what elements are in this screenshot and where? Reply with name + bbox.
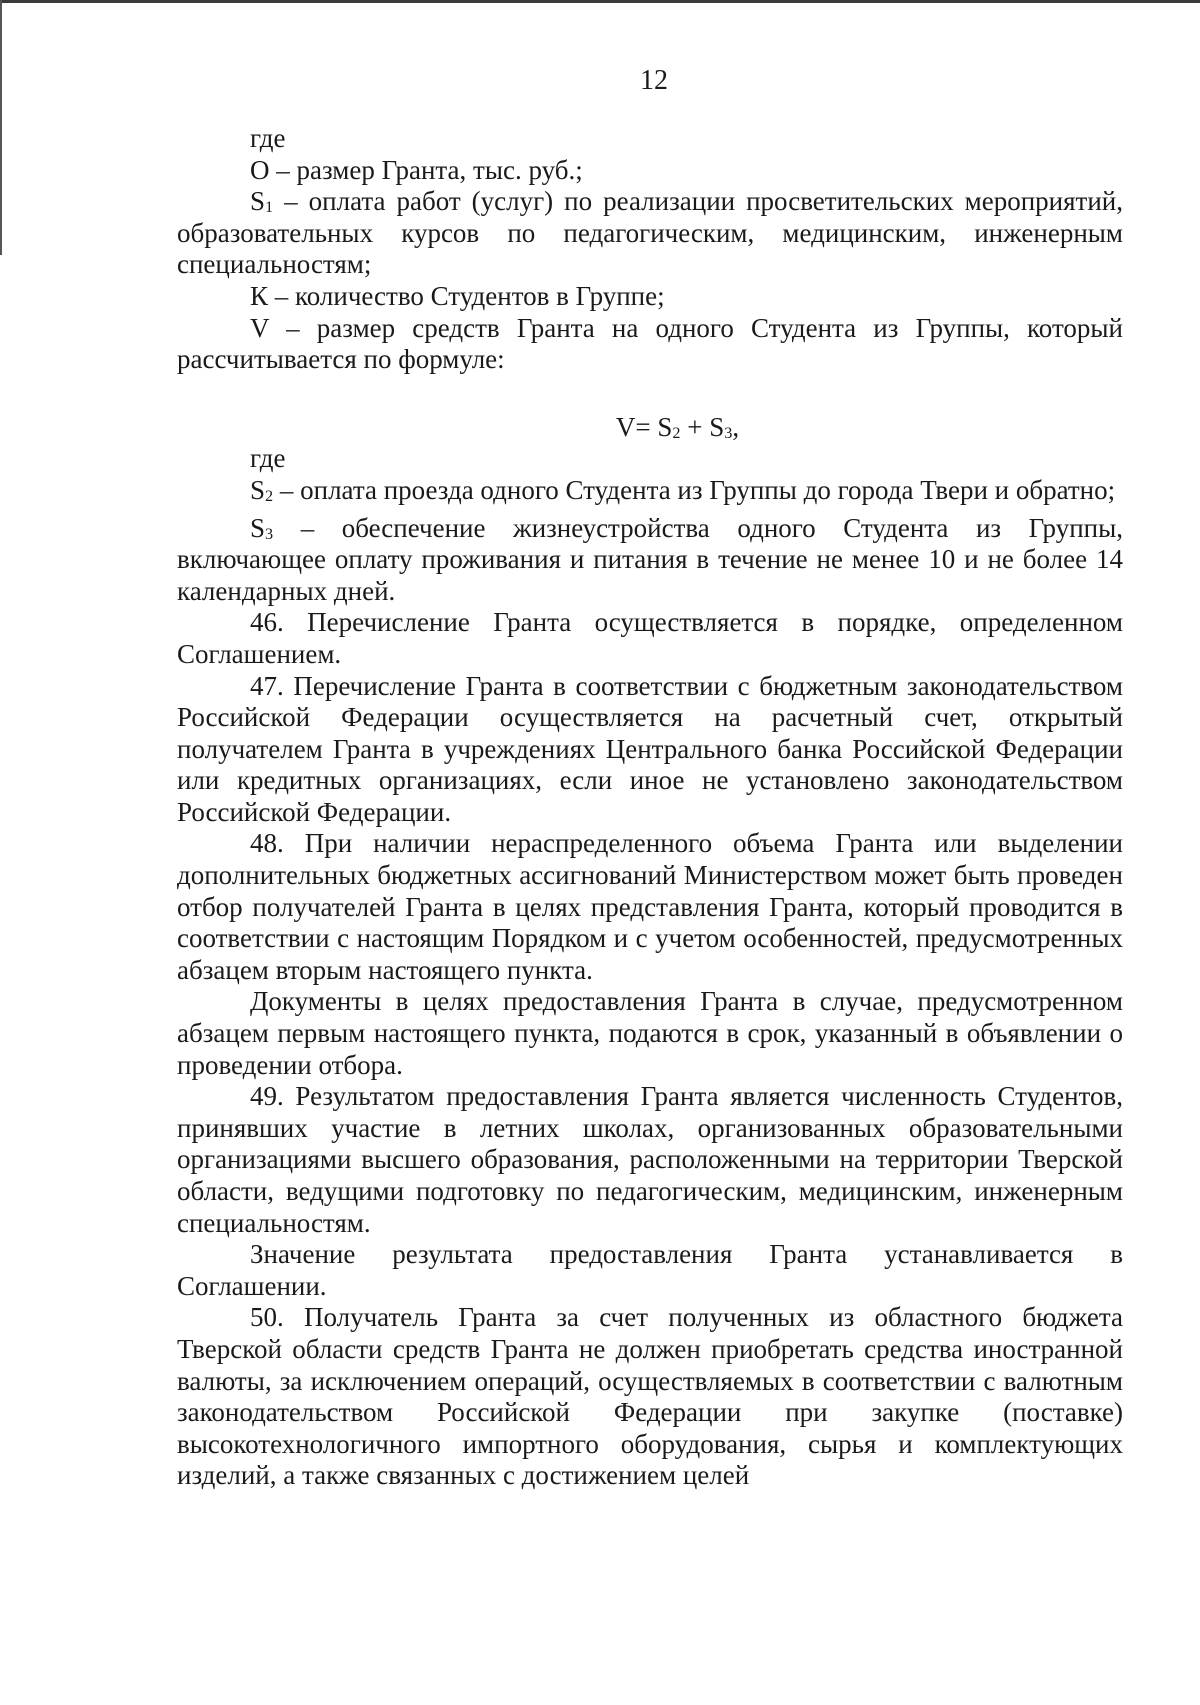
paragraph-46: 46. Перечисление Гранта осуществляется в порядке, определенном Соглашением. — [177, 607, 1123, 669]
definition-k: К – количество Студентов в Группе; — [250, 280, 665, 311]
scan-edge-top — [0, 0, 1200, 3]
paragraph-49-part-2: Значение результата предоставления Гранта устанавливается в Соглашении. — [177, 1239, 1123, 1301]
formula-comma: , — [732, 411, 740, 442]
formula-s3-subscript: 3 — [724, 423, 733, 442]
s3-text: – обеспечение жизнеустройства одного Студента из Группы, включающее оплату проживания и питания в течение не менее 10 и не более 14 календарных дней. — [177, 512, 1123, 606]
s1-text: – оплата работ (услуг) по реализации просветительских мероприятий, образовательных курсов по педагогическим, медицинским, инженерным специальностям; — [177, 186, 1123, 280]
document-body — [177, 123, 1123, 1492]
definition-s2 — [177, 475, 1123, 507]
definition-v: V – размер средств Гранта на одного Студента из Группы, который рассчитывается по формуле: — [177, 312, 1123, 375]
formula-lhs: V= S — [615, 411, 673, 442]
where-label-1: где — [250, 123, 286, 153]
where-label-2: где — [250, 443, 286, 474]
definition-s1 — [177, 186, 1123, 281]
formula-v — [177, 412, 1123, 444]
definition-o: О – размер Гранта, тыс. руб.; — [250, 154, 583, 185]
s3-subscript: 3 — [265, 524, 274, 543]
s1-subscript: 1 — [265, 198, 274, 217]
paragraph-50: 50. Получатель Гранта за счет полученных из областного бюджета Тверской области средств Гранта не должен приобретать средства иностранной валюты, за исключением операций, осуществляемых в соответствии с валютным законодательством Российской Федерации при закупке (поставке) высокотехнологичного импортного оборудования, сырья и комплектующих изделий, а также связанных с достижением целей — [177, 1302, 1123, 1491]
paragraph-49: 49. Результатом предоставления Гранта является численность Студентов, принявших участие в летних школах, организованных образовательными организациями высшего образования, расположенными на территории Тверской области, ведущими подготовку по педагогическим, медицинским, инженерным специальностям. — [177, 1081, 1123, 1238]
formula-s2-subscript: 2 — [672, 423, 681, 442]
formula-plus: + S — [680, 411, 725, 442]
s2-text: – оплата проезда одного Студента из Группы до города Твери и обратно; — [273, 474, 1116, 505]
s1-symbol: S — [250, 186, 266, 217]
paragraph-47: 47. Перечисление Гранта в соответствии с бюджетным законодательством Российской Федерации осуществляется на расчетный счет, открытый получателем Гранта в учреждениях Центрального банка Российской Федерации или кредитных организациях, если иное не установлено законодательством Российской Федерации. — [177, 670, 1123, 827]
s2-symbol: S — [250, 474, 266, 505]
page-number: 12 — [640, 65, 668, 96]
s2-subscript: 2 — [265, 486, 274, 505]
paragraph-48-part-2: Документы в целях предоставления Гранта в случае, предусмотренном абзацем первым настоящего пункта, подаются в срок, указанный в объявлении о проведении отбора. — [177, 986, 1123, 1080]
paragraph-48: 48. При наличии нераспределенного объема Гранта или выделении дополнительных бюджетных ассигнований Министерством может быть проведен отбор получателей Гранта в целях представления Гранта, который проводится в соответствии с настоящим Порядком и с учетом особенностей, предусмотренных абзацем вторым настоящего пункта. — [177, 828, 1123, 985]
definition-s3 — [177, 513, 1123, 608]
scan-edge-left — [0, 0, 2, 255]
s3-symbol: S — [250, 512, 266, 543]
